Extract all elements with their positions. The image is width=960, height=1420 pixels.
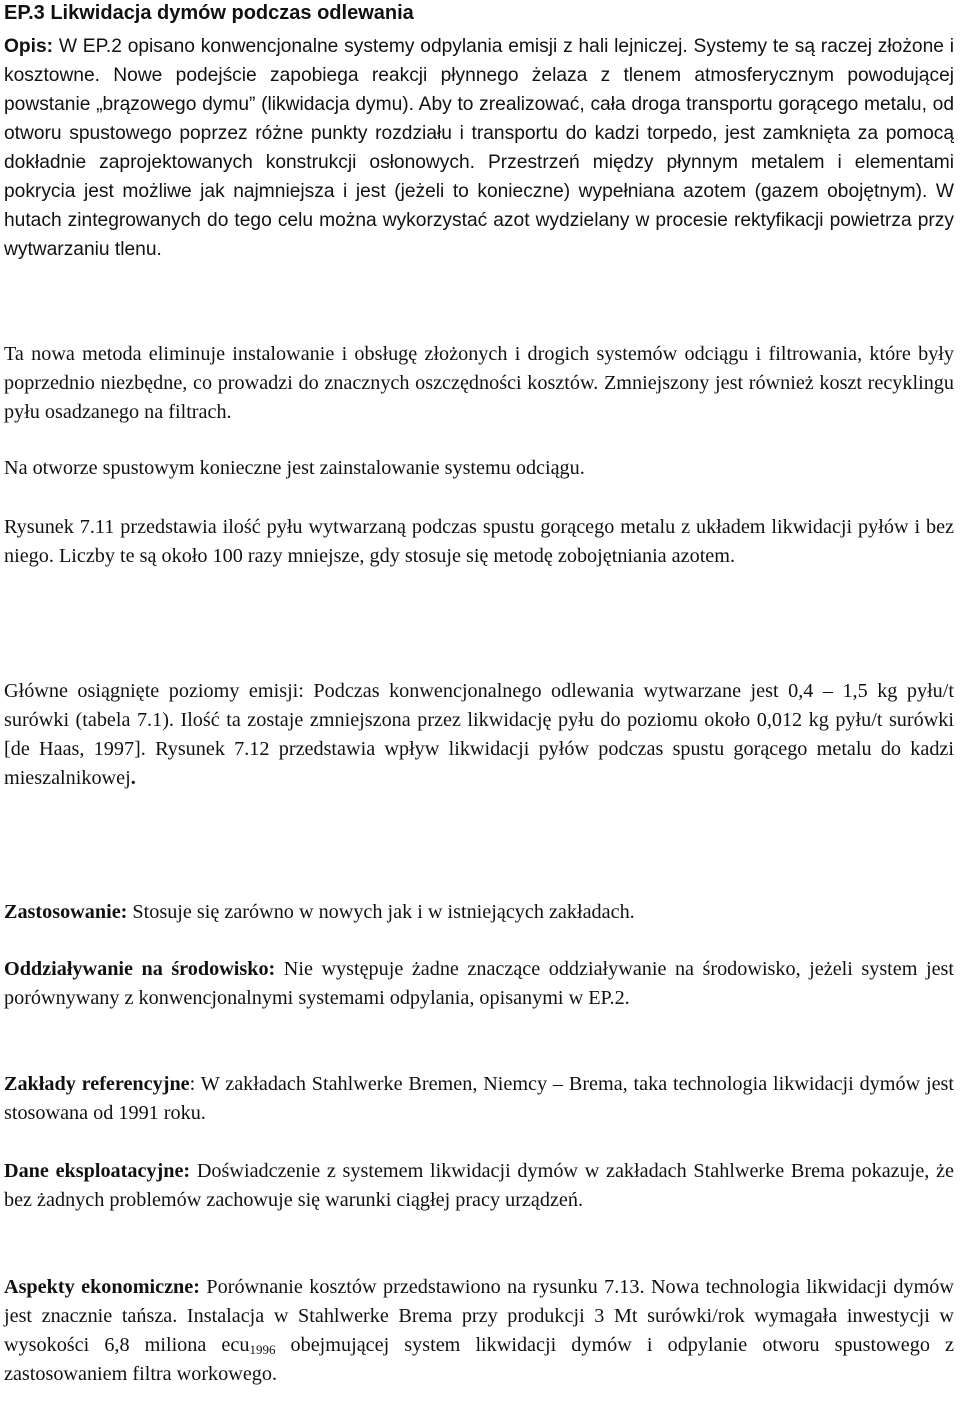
paragraph-otwor-spustowy: Na otworze spustowym konieczne jest zainstalowanie systemu odciągu. — [4, 457, 585, 479]
opis-sentence-3: Przestrzeń między płynnym metalem i elementami pokrycia jest możliwe jak najmniejsza i jest (jeżeli to konieczne) wypełniana azotem (gazem obojętnym). — [4, 152, 954, 202]
poziomy-emisji-text: Główne osiągnięte poziomy emisji: Podczas konwencjonalnego odlewania wytwarzane jest 0,4 – 1,5 kg pyłu/t surówki (tabela 7.1). Ilość ta zostaje zmniejszona przez likwidację pyłu do poziomu około 0,012 kg pyłu/t surówki [de Haas, 1997]. Rysunek 7.12 przedstawia wpływ likwidacji pyłów podczas spustu gorącego metalu do kadzi mieszalnikowej — [4, 680, 954, 789]
label-zastosowanie: Zastosowanie: — [4, 901, 128, 923]
label-zaklady: Zakłady referencyjne — [4, 1073, 190, 1095]
opis-sentence-4: W hutach zintegrowanych do tego celu można wykorzystać azot wydzielany w procesie rektyfikacji powietrza przy wytwarzaniu tlenu. — [4, 181, 954, 260]
aspekty-text-2: obejmującej system likwidacji dymów i odpylanie otworu spustowego z zastosowaniem filtra workowego. — [4, 1334, 954, 1385]
opis-sentence-1: W EP.2 opisano konwencjonalne systemy odpylania emisji z hali lejniczej. Systemy te są raczej złożone i kosztowne. Nowe podejście zapobiega reakcji płynnego żelaza z tlenem atmosferycznym powodującej powstanie „brązowego dymu” (likwidacja dymu). — [4, 36, 954, 115]
label-dane: Dane eksploatacyjne: — [4, 1160, 191, 1182]
paragraph-rysunek-7-11: Rysunek 7.11 przedstawia ilość pyłu wytwarzaną podczas spustu gorącego metalu z układem likwidacji pyłów i bez niego. Liczby te są około 100 razy mniejsze, gdy stosuje się metodę zobojętniania azotem. — [4, 516, 954, 567]
paragraph-oddzialywanie — [4, 955, 954, 1013]
paragraph-opis — [4, 32, 954, 264]
dane-text: Doświadczenie z systemem likwidacji dymów w zakładach Stahlwerke Brema pokazuje, że bez żadnych problemów zachowuje się warunki ciągłej pracy urządzeń. — [4, 1160, 954, 1211]
paragraph-aspekty-ekonomiczne — [4, 1273, 954, 1389]
label-opis: Opis: — [4, 36, 54, 57]
paragraph-zaklady-referencyjne — [4, 1070, 954, 1128]
paragraph-zastosowanie — [4, 898, 954, 927]
label-aspekty: Aspekty ekonomiczne: — [4, 1276, 200, 1298]
paragraph-poziomy-emisji — [4, 677, 954, 793]
zastosowanie-text: Stosuje się zarówno w nowych jak i w istniejących zakładach. — [127, 901, 635, 923]
opis-sentence-2: Aby to zrealizować, cała droga transportu gorącego metalu, od otworu spustowego poprzez różne punkty rozdziału i transportu do kadzi torpedo, jest zamknięta za pomocą dokładnie zaprojektowanych konstrukcji osłonowych. — [4, 94, 954, 173]
section-heading: EP.3 Likwidacja dymów podczas odlewania — [4, 2, 414, 24]
paragraph-dane-eksploatacyjne — [4, 1157, 954, 1215]
poziomy-emisji-end: . — [130, 767, 136, 789]
zaklady-text: : W zakładach Stahlwerke Bremen, Niemcy – Brema, taka technologia likwidacji dymów jest stosowana od 1991 roku. — [4, 1073, 955, 1124]
paragraph-nowa-metoda: Ta nowa metoda eliminuje instalowanie i obsługę złożonych i drogich systemów odciągu i filtrowania, które były poprzednio niezbędne, co prowadzi do znacznych oszczędności kosztów. Zmniejszony jest również koszt recyklingu pyłu osadzanego na filtrach. — [4, 343, 954, 423]
aspekty-text-1: Porównanie kosztów przedstawiono na rysunku 7.13. Nowa technologia likwidacji dymów jest znacznie tańsza. Instalacja w Stahlwerke Brema przy produkcji 3 Mt surówki/rok wymagała inwestycji w wysokości 6,8 miliona ecu — [4, 1276, 954, 1356]
oddzialywanie-text: Nie występuje żadne znaczące oddziaływanie na środowisko, jeżeli system jest porównywany z konwencjonalnymi systemami odpylania, opisanymi w EP.2. — [4, 958, 954, 1009]
aspekty-subscript: 1996 — [249, 1342, 276, 1357]
label-oddzialywanie: Oddziaływanie na środowisko: — [4, 958, 276, 980]
